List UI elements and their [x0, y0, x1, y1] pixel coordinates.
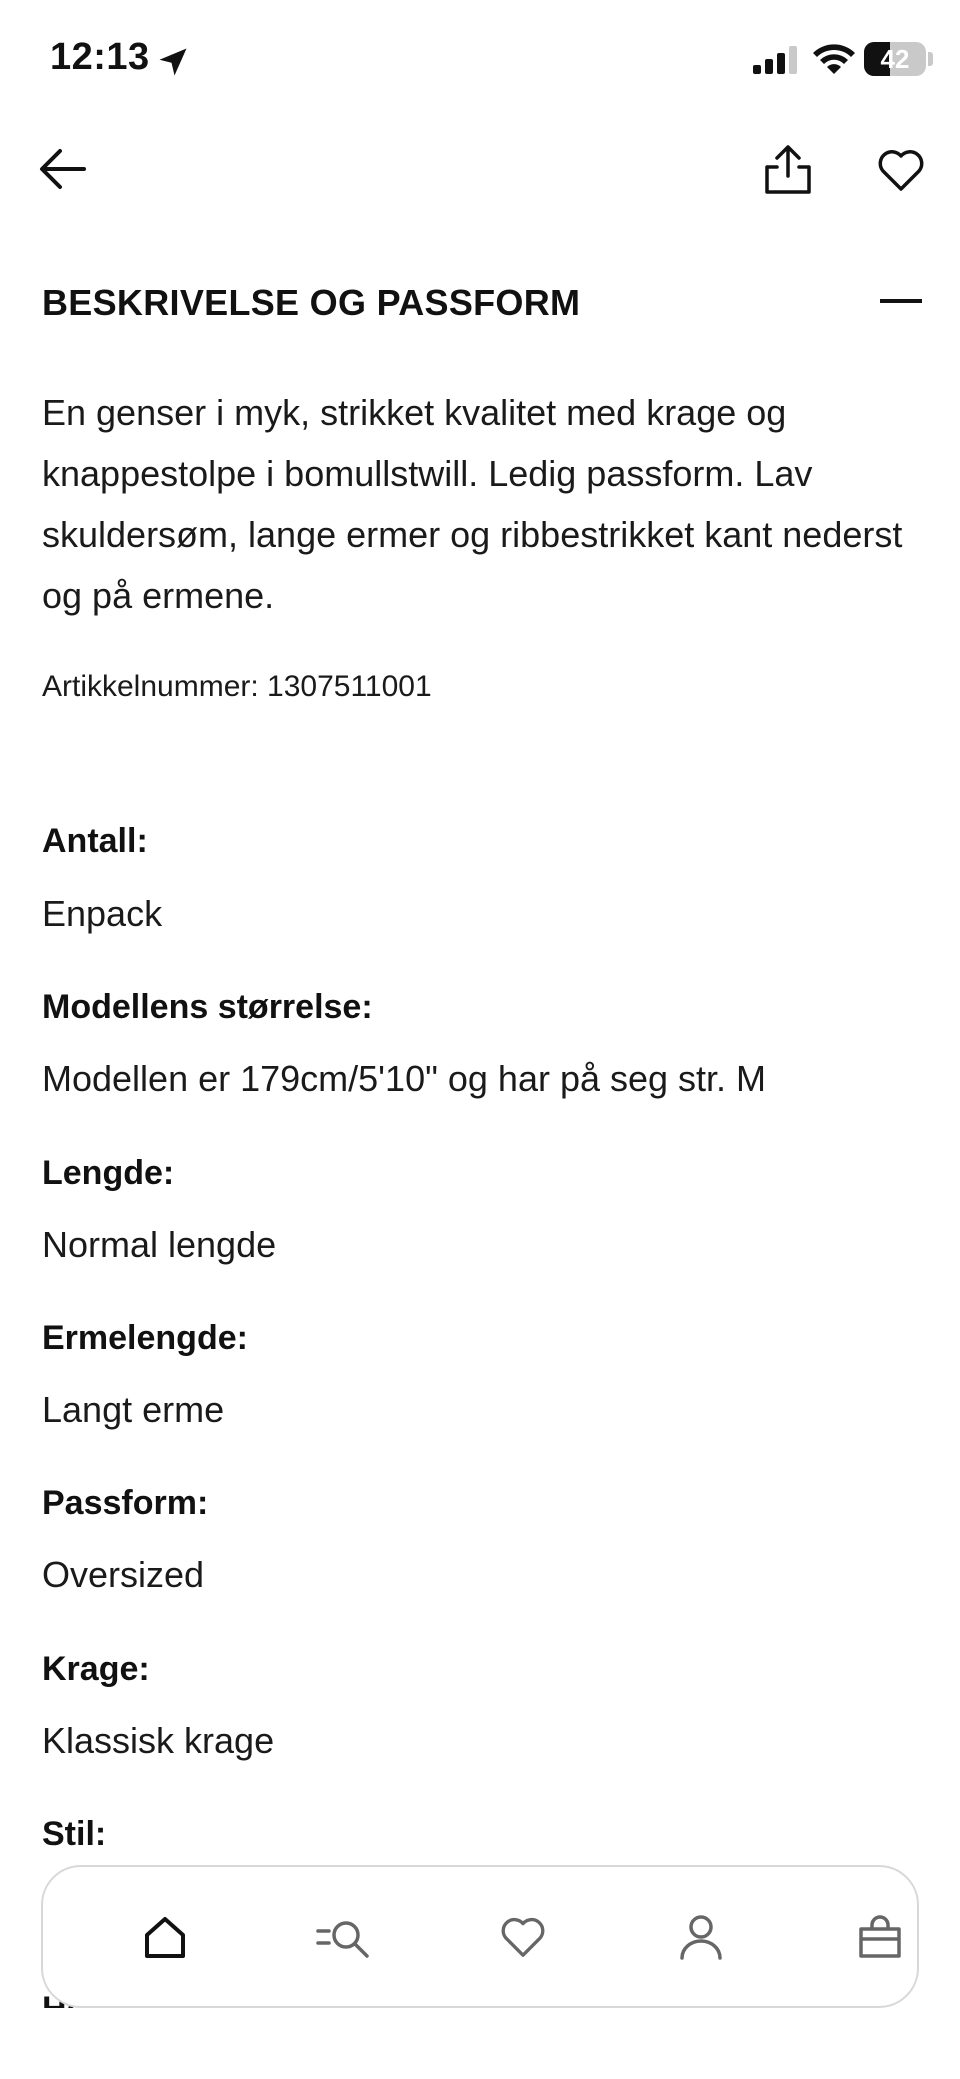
heart-icon[interactable]: [877, 148, 925, 192]
attribute-label: Modellens størrelse:: [42, 988, 373, 1026]
attribute-value: Enpack: [42, 893, 163, 934]
battery-cap: [928, 52, 933, 66]
search-icon: [315, 1915, 373, 1959]
battery-indicator: [864, 42, 926, 76]
status-bar: [0, 0, 960, 120]
article-number: Artikkelnummer: 1307511001: [42, 670, 432, 703]
attribute-value: Oversized: [42, 1554, 205, 1595]
shopping-bag-icon: [857, 1915, 903, 1959]
status-time: 12:13: [50, 36, 150, 78]
nav-home[interactable]: [105, 1867, 225, 2006]
location-arrow-icon: [155, 44, 191, 80]
user-icon: [679, 1914, 723, 1960]
attribute-label: Ermelengde:: [42, 1319, 248, 1357]
wifi-icon: [812, 42, 856, 76]
arrow-left-icon[interactable]: [38, 147, 88, 191]
section-title[interactable]: BESKRIVELSE OG PASSFORM: [42, 282, 581, 323]
battery-percent: 42: [880, 44, 910, 74]
attribute-value: Klassisk krage: [42, 1720, 275, 1761]
cellular-signal-icon: [753, 46, 801, 74]
attribute-label: Passform:: [42, 1484, 209, 1522]
attribute-label: Antall:: [42, 822, 148, 860]
share-icon[interactable]: [763, 144, 813, 196]
minus-icon[interactable]: [880, 299, 922, 303]
nav-search[interactable]: [284, 1867, 404, 2006]
heart-icon: [500, 1916, 546, 1958]
attribute-value: Modellen er 179cm/5'10" og har på seg str. M: [42, 1058, 767, 1099]
nav-account[interactable]: [641, 1867, 761, 2006]
home-icon: [143, 1915, 187, 1959]
attribute-label: Lengde:: [42, 1154, 175, 1192]
nav-cart[interactable]: [820, 1867, 940, 2006]
attribute-label: Stil:: [42, 1815, 107, 1853]
attribute-label: Krage:: [42, 1650, 150, 1688]
nav-favorites[interactable]: [463, 1867, 583, 2006]
page-bottom-fade: [0, 2008, 960, 2079]
product-description: En genser i myk, strikket kvalitet med krage og knappestolpe i bomullstwill. Ledig passform. Lav skuldersøm, lange ermer og ribbestrikket kant nederst og på ermene.: [42, 392, 903, 616]
bottom-navigation: [41, 1865, 919, 2008]
attribute-value: Langt erme: [42, 1389, 225, 1430]
attribute-value: Normal lengde: [42, 1224, 277, 1265]
